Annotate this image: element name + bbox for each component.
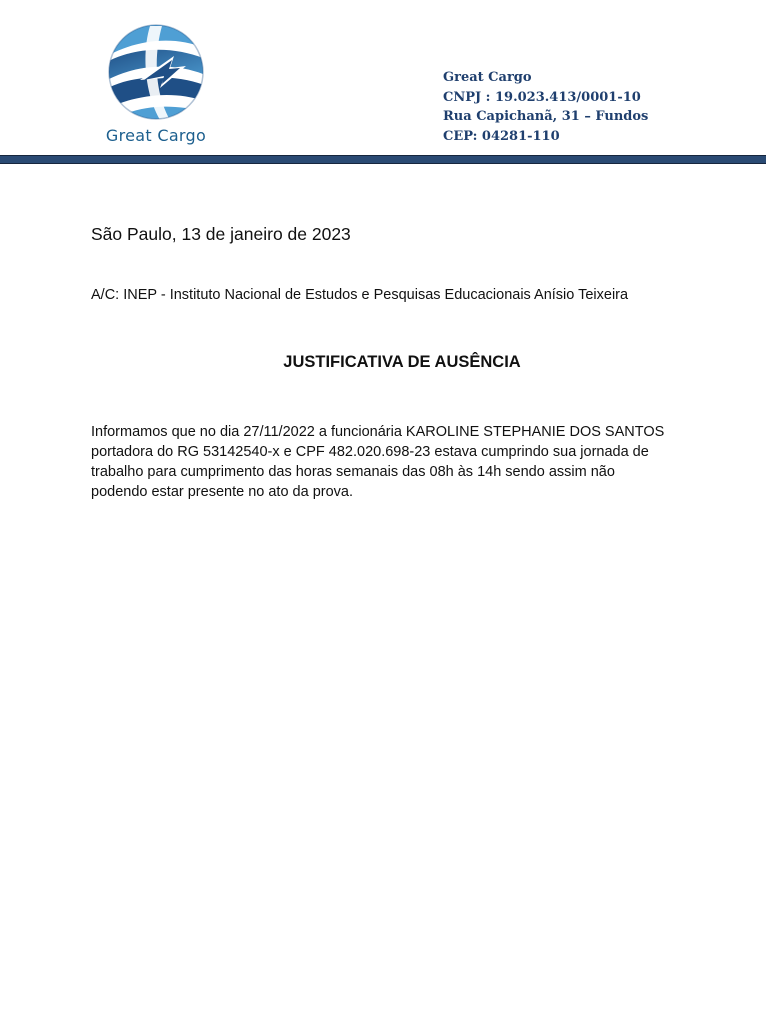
- company-logo: [100, 22, 212, 152]
- letter-date: São Paulo, 13 de janeiro de 2023: [91, 224, 351, 244]
- letter-body-line: trabalho para cumprimento das horas semanais das 08h às 14h sendo assim não: [91, 464, 615, 480]
- company-cep: CEP: 04281-110: [443, 128, 560, 144]
- letter-title: JUSTIFICATIVA DE AUSÊNCIA: [283, 353, 521, 371]
- header-divider-bar: [0, 155, 766, 164]
- company-name: Great Cargo: [443, 70, 532, 85]
- company-cnpj: CNPJ : 19.023.413/0001-10: [443, 89, 641, 105]
- letter-body-line: podendo estar presente no ato da prova.: [91, 484, 353, 500]
- letter-body-line: portadora do RG 53142540-x e CPF 482.020.698-23 estava cumprindo sua jornada de: [91, 444, 649, 460]
- company-info: [443, 68, 648, 146]
- company-address: Rua Capichanã, 31 – Fundos: [443, 109, 649, 124]
- letter-addressee: A/C: INEP - Instituto Nacional de Estudos e Pesquisas Educacionais Anísio Teixeira: [91, 287, 629, 303]
- letter-body-line: Informamos que no dia 27/11/2022 a funcionária KAROLINE STEPHANIE DOS SANTOS: [91, 424, 665, 440]
- letter-body: [91, 422, 731, 502]
- logo-wordmark: Great Cargo: [105, 126, 207, 145]
- globe-arrows-icon: [100, 22, 212, 122]
